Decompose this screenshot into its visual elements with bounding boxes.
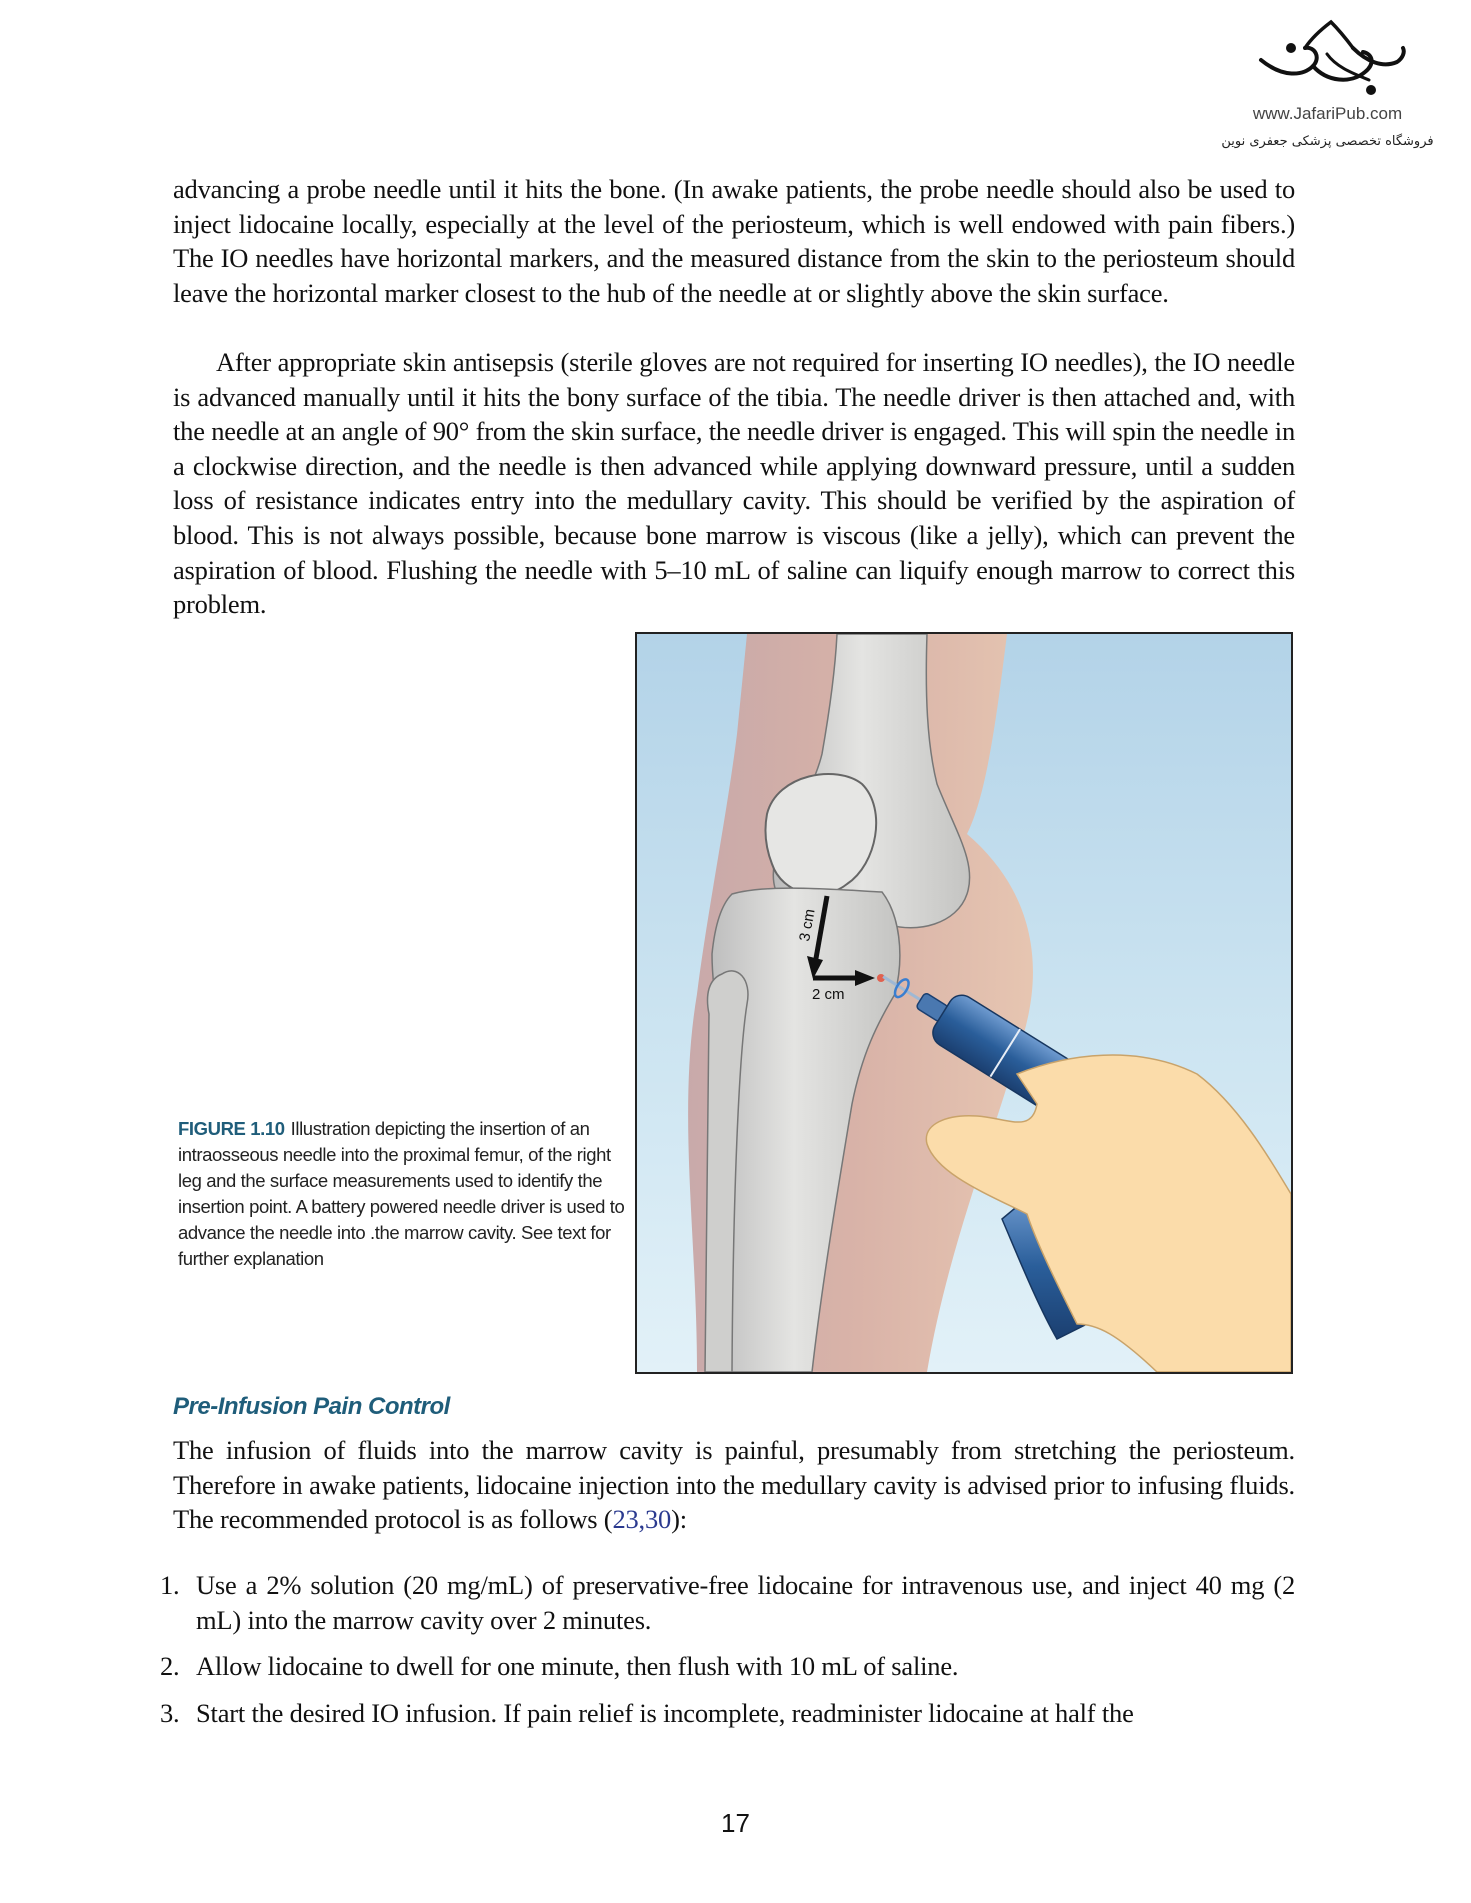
section-intro (173, 1433, 1295, 1537)
citation-link-30[interactable]: 30 (644, 1504, 672, 1535)
step-text: Use a 2% solution (20 mg/mL) of preservative-free lidocaine for intravenous use, and inject 40 mg (2 mL) into the marrow cavity over 2 minutes. (196, 1570, 1295, 1635)
page-number: 17 (721, 1808, 750, 1838)
list-item (150, 1649, 1295, 1684)
calligraphy-logo-icon (1243, 18, 1413, 106)
figure-caption (178, 1116, 628, 1272)
intro-text-end: ): (671, 1504, 687, 1535)
step-number: 1. (160, 1570, 180, 1600)
figure-caption-text: Illustration depicting the insertion of an intraosseous needle into the proximal femur, of the right leg and the surface measurements used to identify the insertion point. A battery powered needle driver is used to advance the needle into .the marrow cavity. See text for further explanation (178, 1118, 625, 1269)
intro-text: The infusion of fluids into the marrow cavity is painful, presumably from stretching the periosteum. Therefore in awake patients, lidocaine injection into the medullary cavity is advised prior to infusing fluids. The recommended protocol is as follows ( (173, 1435, 1295, 1535)
knee-illustration (637, 634, 1291, 1372)
step-number: 2. (160, 1651, 180, 1682)
logo-url: www.JafariPub.com (1252, 104, 1403, 123)
figure-label: FIGURE 1.10 (178, 1118, 285, 1139)
step-text: Allow lidocaine to dwell for one minute, then flush with 10 mL of saline. (196, 1651, 959, 1682)
citation-link-23[interactable]: 23 (612, 1504, 639, 1535)
citation-separator: , (638, 1504, 645, 1535)
label-3cm: 3 cm (796, 907, 819, 943)
step-number: 3. (160, 1697, 180, 1728)
logo-tagline: فروشگاه تخصصی پزشکی جعفری نوین (1221, 134, 1434, 149)
body-paragraph-2: After appropriate skin antisepsis (sterile gloves are not required for inserting IO needles), the IO needle is advanced manually until it hits the bony surface of the tibia. The needle driver is then attached and, with the needle at an angle of 90° from the skin surface, the needle driver is engaged. This will spin the needle in a clockwise direction, and the needle is then advanced while applying downward pressure, until a sudden loss of resistance indicates entry into the medullary cavity. This should be verified by the aspiration of blood. This is not always possible, because bone marrow is viscous (like a jelly), which can prevent the aspiration of blood. Flushing the needle with 5–10 mL of saline can liquify enough marrow to correct this problem. (173, 347, 1295, 620)
protocol-steps (150, 1568, 1295, 1742)
section-heading: Pre-Infusion Pain Control (173, 1393, 450, 1420)
step-text: Start the desired IO infusion. If pain relief is incomplete, readminister lidocaine at half the (196, 1697, 1134, 1728)
publisher-logo (1215, 18, 1440, 168)
label-2cm: 2 cm (812, 986, 845, 1003)
body-paragraph-1: advancing a probe needle until it hits the bone. (In awake patients, the probe needle should also be used to inject lidocaine locally, especially at the level of the periosteum, which is well endowed with pain fibers.) The IO needles have horizontal markers, and the measured distance from the skin to the periosteum should leave the horizontal marker closest to the hub of the needle at or slightly above the skin surface. (173, 174, 1295, 308)
figure-illustration (635, 632, 1293, 1374)
list-item (150, 1696, 1295, 1731)
list-item (150, 1568, 1295, 1637)
